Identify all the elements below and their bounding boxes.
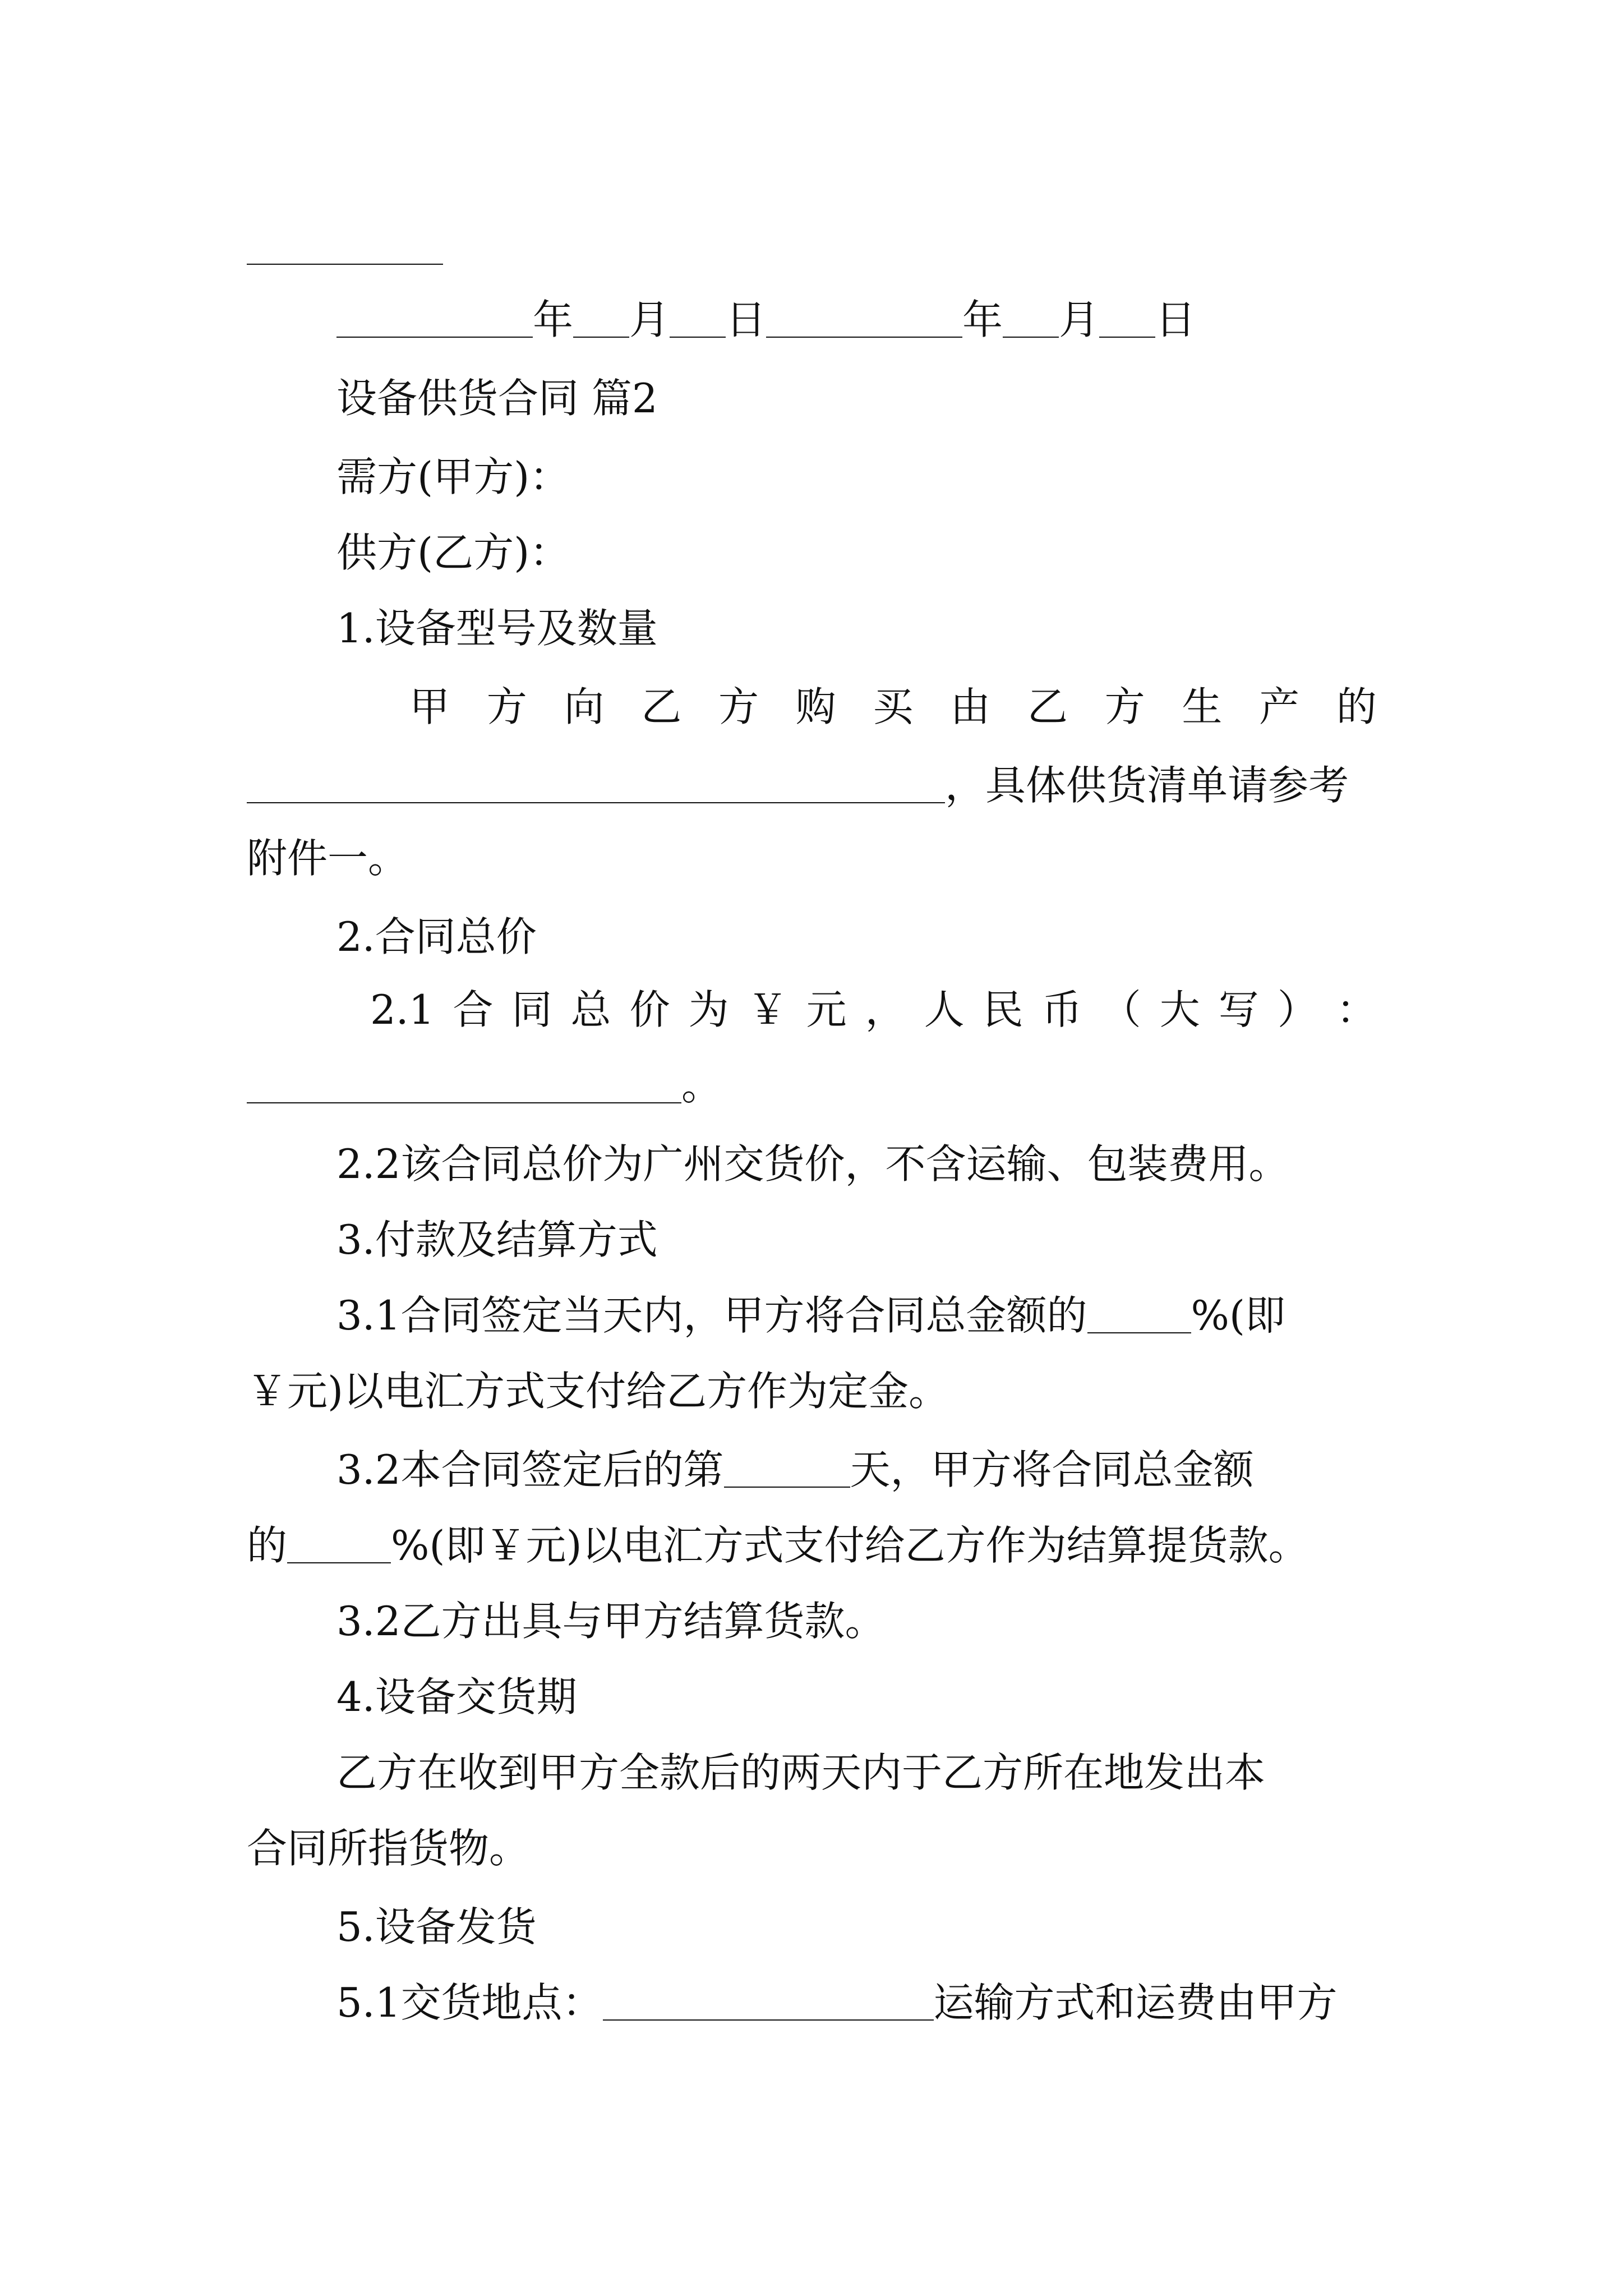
char: 甲 — [409, 683, 450, 730]
section-4-heading: 4.设备交货期 — [336, 1673, 577, 1720]
blank-delivery-location[interactable] — [603, 1985, 934, 2021]
section-1-para-line-2 — [247, 757, 1349, 813]
section-2-1-line-2 — [247, 1057, 722, 1114]
section-2-heading: 2.合同总价 — [336, 913, 537, 960]
date-year-2: 年 — [962, 296, 1003, 343]
char: 合 — [453, 986, 494, 1033]
char: 大 — [1159, 986, 1200, 1033]
blank-deposit-percent[interactable] — [1087, 1297, 1191, 1333]
section-4-para-line-2: 合同所指货物。 — [247, 1825, 530, 1872]
section-5-1-text-a: 5.1交货地点： — [336, 1979, 603, 2026]
section-3-2-text-a: 3.2本合同签定后的第 — [336, 1446, 724, 1493]
char: ￥ — [747, 986, 788, 1033]
section-5-heading: 5.设备发货 — [336, 1903, 537, 1950]
section-3-1-line-1 — [336, 1287, 1285, 1343]
char: ： — [1336, 986, 1377, 1033]
char: 为 — [688, 986, 729, 1033]
date-year-1: 年 — [533, 296, 574, 343]
section-5-1-line — [336, 1975, 1338, 2031]
char: ， — [865, 986, 906, 1033]
section-1-para-line-1 — [409, 679, 1377, 735]
top-underline-rule — [247, 264, 443, 265]
char: 方 — [718, 683, 759, 730]
char: 总 — [570, 986, 611, 1033]
blank-month-1[interactable] — [573, 302, 629, 338]
section-1-heading: 1.设备型号及数量 — [336, 605, 658, 652]
blank-day-1[interactable] — [670, 302, 726, 338]
char: 2.1 — [370, 986, 435, 1033]
date-month-1: 月 — [629, 296, 670, 343]
section-2-2: 2.2该合同总价为广州交货价，不含运输、包装费用。 — [336, 1140, 1289, 1188]
section-5-1-text-b: 运输方式和运费由甲方 — [933, 1979, 1338, 2026]
blank-product-name[interactable] — [247, 767, 945, 803]
section-3-heading: 3.付款及结算方式 — [336, 1216, 658, 1263]
date-month-2: 月 — [1059, 296, 1100, 343]
char: 方 — [486, 683, 527, 730]
section-4-para-line-1: 乙方在收到甲方全款后的两天内于乙方所在地发出本 — [336, 1749, 1266, 1796]
char: 方 — [1104, 683, 1145, 730]
section-3-2-text-c: 的 — [247, 1522, 288, 1569]
char: 币 — [1041, 986, 1082, 1033]
char: ） — [1277, 986, 1318, 1033]
char: 生 — [1182, 683, 1223, 730]
section-3-2-line-2 — [247, 1517, 1309, 1573]
date-day-1: 日 — [726, 296, 767, 343]
party-b-label: 供方(乙方)： — [336, 529, 570, 576]
section-2-1-line-1 — [370, 982, 1377, 1038]
char: 由 — [950, 683, 991, 730]
char: 元 — [806, 986, 847, 1033]
char: 买 — [873, 683, 914, 730]
char: （ — [1100, 986, 1141, 1033]
section-3-3: 3.2乙方出具与甲方结算货款。 — [336, 1598, 886, 1645]
contract-title: 设备供货合同 篇2 — [336, 375, 658, 422]
char: 购 — [795, 683, 836, 730]
blank-month-2[interactable] — [1003, 302, 1059, 338]
section-3-1-text-a: 3.1合同签定当天内，甲方将合同总金额的 — [336, 1292, 1087, 1339]
blank-payment-percent[interactable] — [287, 1527, 391, 1563]
blank-year-1[interactable] — [336, 302, 533, 338]
char: 产 — [1259, 683, 1300, 730]
section-3-1-line-2: ￥元)以电汇方式支付给乙方作为定金。 — [247, 1368, 949, 1415]
blank-day-2[interactable] — [1099, 302, 1155, 338]
char: 写 — [1218, 986, 1259, 1033]
char: 同 — [511, 986, 552, 1033]
char: 乙 — [1027, 683, 1068, 730]
section-3-2-line-1 — [336, 1442, 1254, 1498]
char: 向 — [564, 683, 605, 730]
date-day-2: 日 — [1155, 296, 1196, 343]
section-1-para-line-3: 附件一。 — [247, 835, 409, 882]
blank-total-in-words[interactable] — [247, 1068, 681, 1103]
section-3-2-text-d: %(即￥元)以电汇方式支付给乙方作为结算提货款。 — [391, 1522, 1309, 1569]
blank-year-2[interactable] — [766, 302, 962, 338]
party-a-label: 需方(甲方)： — [336, 453, 570, 500]
section-3-2-text-b: 天，甲方将合同总金额 — [850, 1446, 1254, 1493]
section-2-1-period: 。 — [681, 1062, 722, 1109]
section-1-para-tail: ，具体供货清单请参考 — [945, 762, 1349, 809]
char: 民 — [983, 986, 1023, 1033]
char: 的 — [1336, 683, 1377, 730]
blank-day-number[interactable] — [724, 1452, 850, 1488]
char: 乙 — [641, 683, 682, 730]
section-3-1-text-b: %(即 — [1191, 1292, 1286, 1339]
char: 价 — [629, 986, 670, 1033]
char: 人 — [924, 986, 965, 1033]
date-line — [336, 292, 1196, 348]
